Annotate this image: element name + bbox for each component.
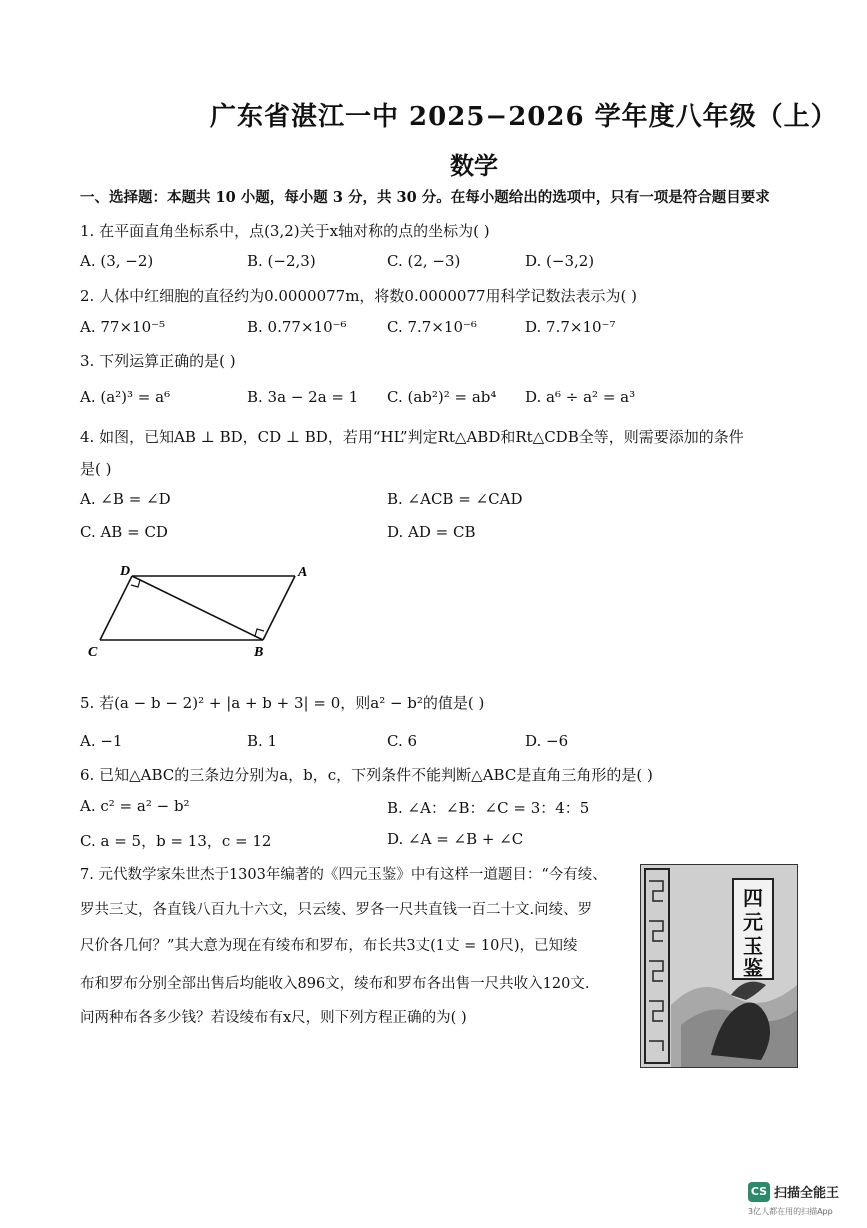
svg-text:四: 四 [743,886,763,910]
figure-label-c: C [88,645,98,660]
scanner-brand-name: 扫描全能王 [774,1186,840,1201]
question-3-option-d: D. a⁶ ÷ a² = a³ [525,388,636,406]
exam-title: 广东省湛江一中 2025−2026 学年度八年级（上） [210,102,838,132]
question-1-stem: 1. 在平面直角坐标系中，点(3,2)关于x轴对称的点的坐标为( ) [80,222,490,240]
question-4-option-c: C. AB = CD [80,523,168,541]
question-5-option-a: A. −1 [80,732,123,750]
question-2-option-a: A. 77×10⁻⁵ [80,318,166,336]
question-4-stem-cont: 是( ) [80,460,112,478]
question-6-option-c: C. a = 5，b = 13，c = 12 [80,832,272,850]
question-3-option-c: C. (ab²)² = ab⁴ [387,388,497,406]
question-4-option-a: A. ∠B = ∠D [80,490,171,508]
question-5-option-b: B. 1 [247,732,278,750]
question-1-option-b: B. (−2,3) [247,252,316,270]
question-1-option-c: C. (2, −3) [387,252,461,270]
question-7-line-2: 罗共三丈，各直钱八百九十六文，只云绫、罗各一尺共直钱一百二十文.问绫、罗 [80,902,593,918]
question-2-option-c: C. 7.7×10⁻⁶ [387,318,477,336]
question-4-option-b: B. ∠ACB = ∠CAD [387,490,523,508]
question-1-option-a: A. (3, −2) [80,252,154,270]
question-7-line-3: 尺价各几何？”其大意为现在有绫布和罗布，布长共3丈(1丈 = 10尺)，已知绫 [80,938,578,954]
scanner-logo-icon: CS [748,1182,770,1202]
figure-label-d: D [120,564,131,579]
figure-label-b: B [254,645,264,660]
question-3-option-a: A. (a²)³ = a⁶ [80,388,171,406]
question-3-option-b: B. 3a − 2a = 1 [247,388,359,406]
question-6-stem: 6. 已知△ABC的三条边分别为a，b，c，下列条件不能判断△ABC是直角三角形的是( ) [80,766,653,784]
scanner-tagline: 3亿人都在用的扫描App [748,1207,833,1216]
question-7-line-4: 布和罗布分别全部出售后均能收入896文，绫布和罗布各出售一尺共收入120文. [80,976,590,992]
question-5-stem: 5. 若(a − b − 2)² + |a + b + 3| = 0，则a² − b²的值是( ) [80,694,485,712]
question-4-option-d: D. AD = CB [387,523,476,541]
question-4-figure [80,560,320,660]
question-4-stem: 4. 如图，已知AB ⊥ BD，CD ⊥ BD，若用“HL”判定Rt△ABD和Rt△CDB全等，则需要添加的条件 [80,428,744,446]
question-1-option-d: D. (−3,2) [525,252,595,270]
question-2-stem: 2. 人体中红细胞的直径约为0.0000077m，将数0.0000077用科学记数法表示为( ) [80,287,638,305]
svg-text:元: 元 [743,910,763,934]
question-6-option-a: A. c² = a² − b² [80,797,190,815]
question-5-option-d: D. −6 [525,732,569,750]
question-2-option-d: D. 7.7×10⁻⁷ [525,318,616,336]
question-7-line-1: 7. 元代数学家朱世杰于1303年编著的《四元玉鉴》中有这样一道题目：“今有绫、 [80,867,607,883]
question-2-option-b: B. 0.77×10⁻⁶ [247,318,347,336]
svg-text:鉴: 鉴 [743,956,763,980]
svg-text:玉: 玉 [743,934,763,958]
question-6-option-d: D. ∠A = ∠B + ∠C [387,830,524,848]
question-6-option-b: B. ∠A：∠B：∠C = 3：4：5 [387,799,590,817]
question-7-line-5: 问两种布各多少钱？若设绫布有x尺，则下列方程正确的为( ) [80,1010,467,1026]
exam-subject: 数学 [450,151,498,180]
section-heading: 一、选择题：本题共 10 小题，每小题 3 分，共 30 分。在每小题给出的选项中，只有一项是符合题目要求 [80,189,770,206]
figure-label-a: A [298,565,308,580]
book-cover-image [640,864,798,1068]
scanner-watermark [748,1180,858,1220]
question-5-option-c: C. 6 [387,732,418,750]
question-3-stem: 3. 下列运算正确的是( ) [80,352,236,370]
